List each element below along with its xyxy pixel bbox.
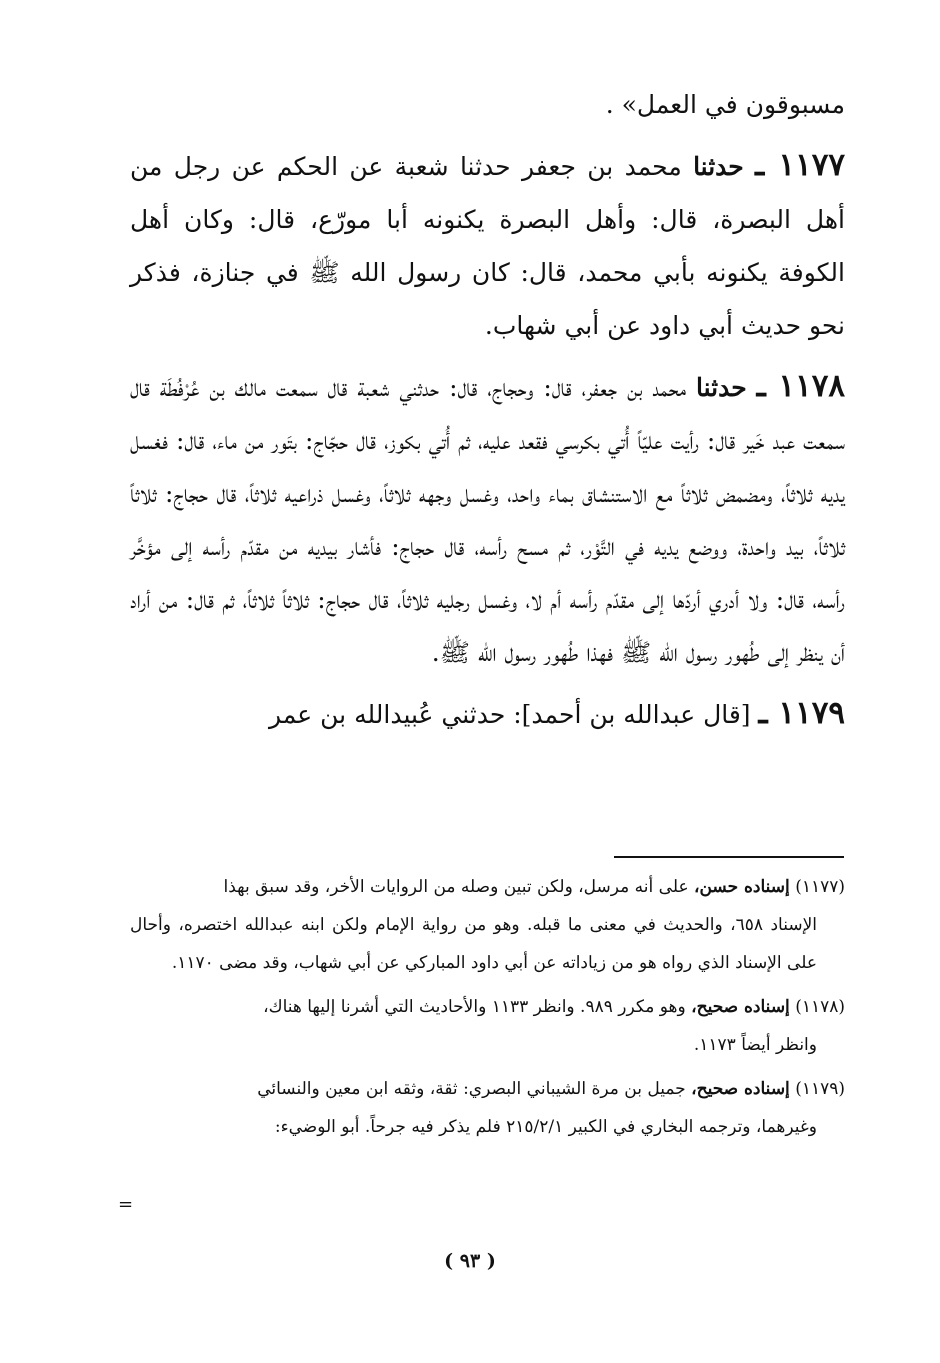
hadith-keyword: حدثنا <box>696 373 747 402</box>
page-number: ( ٩٣ ) <box>444 1250 496 1272</box>
footnote-line: وهو مكرر ٩٨٩. وانظر ١١٣٣ والأحاديث التي أشرنا إليها هناك، <box>263 997 686 1017</box>
footnote-1179-cont <box>130 1108 845 1146</box>
footnote-1178-cont <box>130 1026 845 1064</box>
footnote-grade: إسناده حسن، <box>694 877 790 897</box>
hadith-line: شعبة قال سمعت مالك بن عُرْفُطَة قال سمعت عبد خَير قال: رأيت عليّاً <box>130 373 845 455</box>
footnote-1178 <box>130 988 845 1026</box>
footnote-1177-cont <box>130 906 845 982</box>
continuation-mark: = <box>118 1194 134 1215</box>
footnote-line: جميل بن مرة الشيباني البصري: ثقة، وثقه ابن معين والنسائي <box>257 1079 686 1099</box>
hadith-number: ١١٧٩ ـ <box>758 695 845 731</box>
footnote-grade: إسناده صحيح، <box>691 1079 790 1099</box>
hadith-line: طُهور رسول الله ﷺ. <box>431 638 579 667</box>
footnote-1177 <box>130 868 845 906</box>
footnote-1179 <box>130 1070 845 1108</box>
hadith-line: [قال عبدالله بن أحمد]: حدثني عُبيدالله بن عمر <box>269 700 751 729</box>
hadith-line: محمد بن جعفر حدثنا شعبة عن الحكم عن <box>231 152 682 181</box>
hadith-number: ١١٧٧ ـ <box>755 147 845 183</box>
hadith-line: أُتي بكرسي فقعد عليه، ثم أُتي بكوز، قال حجّاج: بتَور من ماء، قال: <box>176 426 630 455</box>
footnote-line: وانظر أيضاً ١١٧٣. <box>693 1035 817 1055</box>
hadith-line: ثلاثاً، وغسل ذراعيه ثلاثاً، قال حجاج: ثلاثاً ثلاثاً، بيد واحدة، ووضع يديه <box>130 479 845 561</box>
hadith-line: محمد بن جعفر، قال: وحجاج، قال: حدثني <box>399 373 687 402</box>
hadith-line: حديث أبي داود عن أبي شهاب. <box>484 311 802 340</box>
hadith-line: فغسل يديه ثلاثاً، ومضمض ثلاثاً مع الاستنشاق بماء واحد، وغسل وجهه <box>130 426 845 508</box>
footnotes <box>130 868 845 1146</box>
footnote-line: شهاب، وقد مضى ١١٧٠. <box>171 953 343 973</box>
footnote-ref: (١١٧٩) <box>795 1079 845 1099</box>
hadith-line: الكوفة يكنونه بأبي محمد، قال: كان رسول الله ﷺ في جنازة، فذكر نحو <box>130 258 845 340</box>
footnote-ref: (١١٧٧) <box>795 877 845 897</box>
hadith-1179 <box>130 687 845 741</box>
hadith-line: حجاج: ثلاثاً ثلاثاً، ثم قال: من أراد أن ينظر إلى طُهور رسول الله ﷺ فهذا <box>130 585 845 667</box>
footnote-line: على أنه مرسل، ولكن تبين وصله من الروايات الأخر، وقد سبق بهذا <box>223 877 689 897</box>
hadith-line: رأسه، قال: ولا أدري أردّها إلى مقدّم رأسه أم لا، وغسل رجليه ثلاثاً، قال <box>368 585 845 614</box>
hadith-number: ١١٧٨ ـ <box>756 368 845 404</box>
hadith-line: رجل من أهل البصرة، قال: وأهل البصرة يكنونه أبا مورّع، قال: وكان أهل <box>130 152 845 234</box>
opening-line: مسبوقون في العمل» . <box>605 90 845 119</box>
footnote-separator <box>614 856 844 858</box>
hadith-keyword: حدثنا <box>693 152 744 181</box>
hadith-line: في التَّوْر، ثم مسح رأسه، قال حجاج: فأشار بيديه من مقدّم رأسه إلى مؤخَّر <box>130 532 644 561</box>
main-text <box>130 78 845 741</box>
footnote-line: وغيرهما، وترجمه البخاري في الكبير ٢١٥/٢/١ فلم يذكر فيه جرحاً. أبو الوضيء: <box>274 1117 817 1137</box>
footnote-line: الإسناد ٦٥٨، والحديث في معنى ما قبله. وهو من رواية الإمام ولكن ابنه عبدالله <box>244 915 817 935</box>
footnote-line: اختصره، وأحال على الإسناد الذي رواه هو من زياداته عن أبي داود المباركي عن أبي <box>130 915 817 973</box>
hadith-1178 <box>130 360 845 679</box>
footnote-grade: إسناده صحيح، <box>691 997 790 1017</box>
hadith-1177 <box>130 139 845 352</box>
footnote-ref: (١١٧٨) <box>795 997 845 1017</box>
